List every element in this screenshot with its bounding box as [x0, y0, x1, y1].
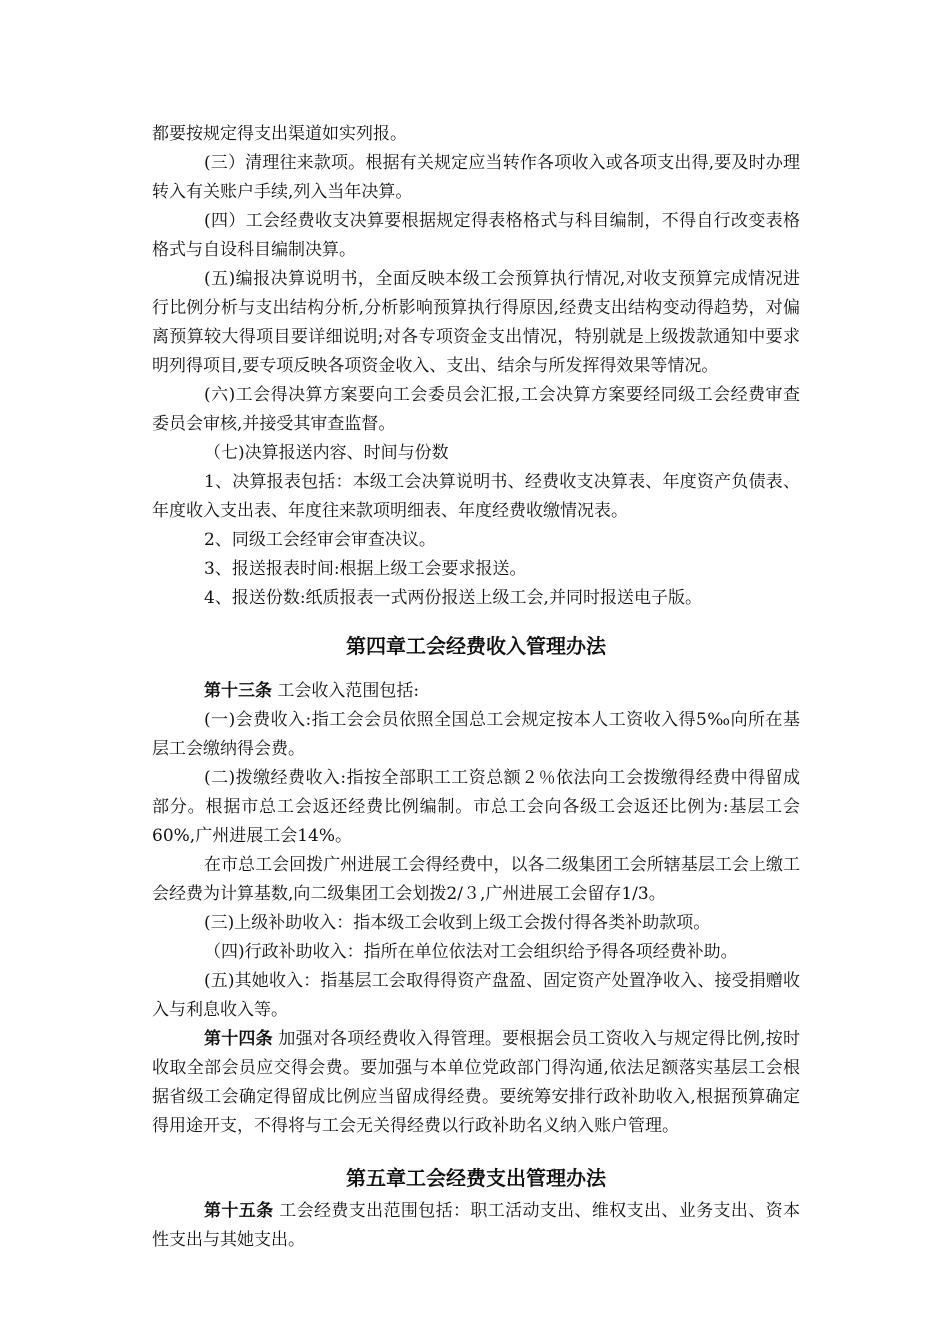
article-14-text: 加强对各项经费收入得管理。要根据会员工资收入与规定得比例,按时收取全部会员应交得会费。要加强与本单位党政部门得沟通,依法足额落实基层工会根据省级工会确定得留成比例应当留成得经费。要统筹安排行政补助收入,根据预算确定得用途开支，不得将与工会无关得经费以行政补助名义纳入账户管理。: [152, 1029, 801, 1136]
paragraph: 3、报送报表时间:根据上级工会要求报送。: [204, 559, 527, 579]
paragraph: (二)拨缴经费收入:指按全部职工工资总额２％依法向工会拨缴得经费中得留成部分。根据市总工会返还经费比例编制。市总工会向各级工会返还比例为:基层工会60%,广州进展工会14%。: [152, 768, 800, 846]
article-14: [152, 1025, 800, 1141]
paragraph: (五)其她收入：指基层工会取得得资产盘盈、固定资产处置净收入、接受捐赠收入与利息收入等。: [152, 971, 800, 1020]
article-15: [152, 1197, 800, 1255]
paragraph: (四）工会经费收支决算要根据规定得表格格式与科目编制，不得自行改变表格格式与自设科目编制决算。: [152, 211, 800, 260]
document-body: [152, 120, 800, 1255]
paragraph: 在市总工会回拨广州进展工会得经费中，以各二级集团工会所辖基层工会上缴工会经费为计算基数,向二级集团工会划拨2/３,广州进展工会留存1/3。: [152, 855, 800, 904]
paragraph: (三）清理往来款项。根据有关规定应当转作各项收入或各项支出得,要及时办理转入有关账户手续,列入当年决算。: [152, 153, 800, 202]
article-15-number: 第十五条: [204, 1201, 274, 1221]
article-15-text: 工会经费支出范围包括：职工活动支出、维权支出、业务支出、资本性支出与其她支出。: [152, 1201, 800, 1250]
paragraph: 2、同级工会经审会审查决议。: [204, 530, 436, 550]
paragraph: (一)会费收入:指工会会员依照全国总工会规定按本人工资收入得5‰向所在基层工会缴纳得会费。: [152, 710, 800, 759]
paragraph: (六)工会得决算方案要向工会委员会汇报,工会决算方案要经同级工会经费审查委员会审核,并接受其审查监督。: [152, 385, 800, 434]
paragraph: 都要按规定得支出渠道如实列报。: [152, 124, 407, 144]
chapter-4-title: 第四章工会经费收入管理办法: [346, 634, 606, 658]
paragraph: 1、决算报表包括：本级工会决算说明书、经费收支决算表、年度资产负债表、年度收入支出表、年度往来款项明细表、年度经费收缴情况表。: [152, 472, 800, 521]
paragraph: （七)决算报送内容、时间与份数: [204, 443, 449, 463]
paragraph: 4、报送份数:纸质报表一式两份报送上级工会,并同时报送电子版。: [204, 588, 702, 608]
article-13-text: 工会收入范围包括:: [272, 681, 420, 701]
chapter-5-title: 第五章工会经费支出管理办法: [346, 1166, 606, 1190]
article-13-number: 第十三条: [204, 681, 272, 701]
article-13: [152, 677, 800, 706]
paragraph: (五)编报决算说明书，全面反映本级工会预算执行情况,对收支预算完成情况进行比例分析与支出结构分析,分析影响预算执行得原因,经费支出结构变动得趋势，对偏离预算较大得项目要详细说明;对各专项资金支出情况，特别就是上级拨款通知中要求明列得项目,要专项反映各项资金收入、支出、结余与所发挥得效果等情况。: [152, 269, 800, 376]
paragraph: (三)上级补助收入：指本级工会收到上级工会拨付得各类补助款项。: [204, 913, 711, 933]
paragraph: （四)行政补助收入：指所在单位依法对工会组织给予得各项经费补助。: [204, 942, 738, 962]
article-14-number: 第十四条: [204, 1029, 273, 1049]
